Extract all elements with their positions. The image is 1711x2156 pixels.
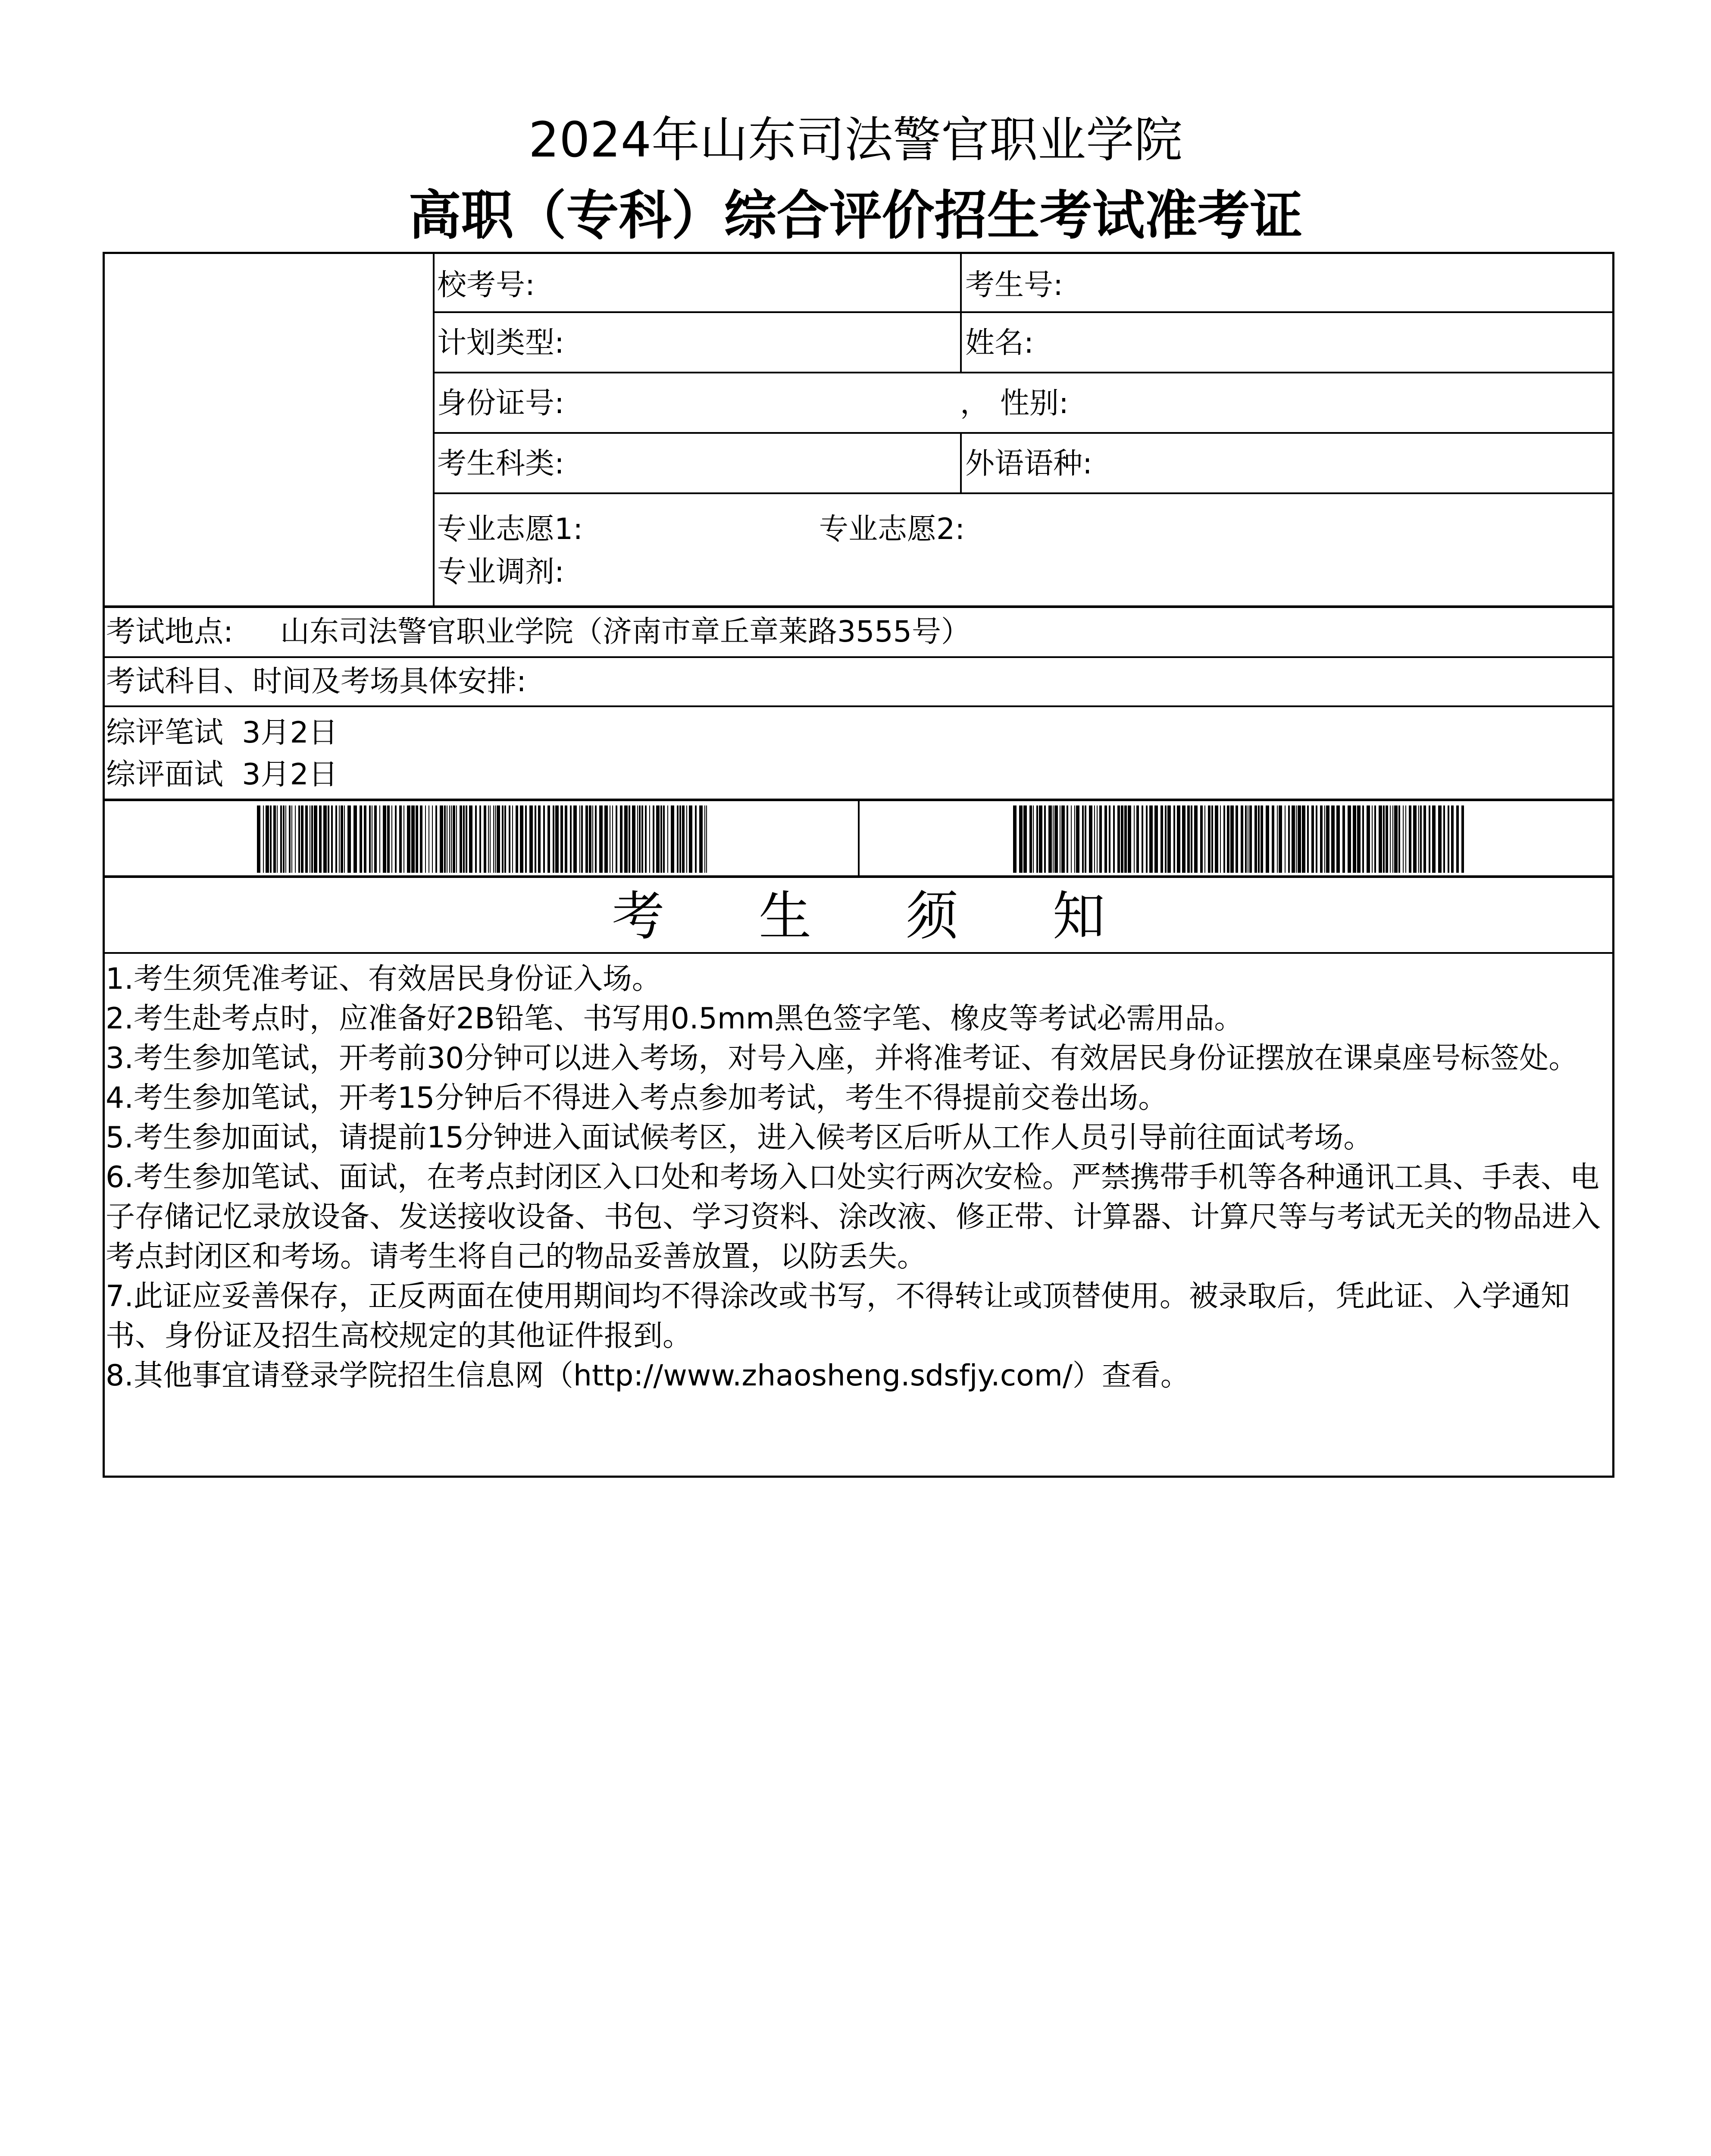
barcode-bar	[420, 805, 422, 873]
barcode-bar	[266, 805, 269, 873]
barcode-bar	[1367, 805, 1370, 873]
barcode-bar	[1134, 805, 1135, 873]
barcode-bar	[570, 805, 572, 873]
barcode-bar	[581, 805, 583, 873]
barcode-bar	[456, 805, 457, 873]
barcode-bar	[1094, 805, 1095, 873]
barcode-bar	[632, 805, 635, 873]
notice-heading	[103, 882, 1614, 951]
barcode-bar	[1456, 805, 1459, 873]
barcode-bar	[624, 805, 628, 873]
barcode-bar	[1117, 805, 1120, 873]
barcode-bar	[520, 805, 523, 873]
barcode-bar	[1230, 805, 1234, 873]
barcode-bar	[1191, 805, 1192, 873]
exam-location-label: 考试地点:	[106, 615, 233, 649]
barcode-bar	[1292, 805, 1295, 873]
barcode-bar	[1398, 805, 1400, 873]
barcode-bar	[1390, 805, 1391, 873]
barcode-bar	[1071, 805, 1072, 873]
barcode-bar	[411, 805, 415, 873]
exam-schedule-label: 考试科目、时间及考场具体安排:	[106, 664, 526, 699]
barcode-bar	[1432, 805, 1436, 873]
barcode-bar	[270, 805, 272, 873]
barcode-bar	[1177, 805, 1180, 873]
barcode-bar	[387, 805, 390, 873]
barcode-bar	[1173, 805, 1175, 873]
barcode-bar	[529, 805, 533, 873]
barcode-bar	[460, 805, 462, 873]
barcode-bar	[565, 805, 567, 873]
barcode-bar	[620, 805, 622, 873]
barcode-bar	[1342, 805, 1345, 873]
notice-heading-char: 生	[759, 886, 812, 947]
barcode-bar	[493, 805, 494, 873]
major-choice-1-label: 专业志愿1:	[437, 512, 583, 546]
barcode-bar	[1357, 805, 1361, 873]
barcode-bar	[1261, 805, 1263, 873]
barcode-bar	[656, 805, 660, 873]
notice-rule: 2.考生赴考点时，应准备好2B铅笔、书写用0.5mm黑色签字笔、橡皮等考试必需用品。	[106, 1002, 1244, 1036]
barcode-bar	[444, 805, 446, 873]
barcode-left	[257, 805, 710, 873]
barcode-bar	[1298, 805, 1301, 873]
barcode-bar	[435, 805, 437, 873]
notice-rule: 7.此证应妥善保存，正反两面在使用期间均不得涂改或书写，不得转让或顶替使用。被录取后，凭此证、入学通知书、身份证及招生高校规定的其他证件报到。	[106, 1279, 1570, 1353]
barcode-bar	[1124, 805, 1127, 873]
barcode-bar	[1223, 805, 1225, 873]
barcode-bar	[1266, 805, 1269, 873]
barcode-bar	[451, 805, 452, 873]
barcode-bar	[323, 805, 327, 873]
barcode-bar	[1160, 805, 1163, 873]
barcode-bar	[592, 805, 593, 873]
barcode-bar	[1211, 805, 1213, 873]
barcode-bar	[1053, 805, 1054, 873]
barcode-bar	[1054, 805, 1058, 873]
barcode-bar	[1082, 805, 1084, 873]
title-line-1: 2024年山东司法警官职业学院	[528, 112, 1183, 168]
barcode-bar	[495, 805, 496, 873]
barcode-bar	[695, 805, 697, 873]
barcode-bar	[1142, 805, 1143, 873]
barcode-bar	[432, 805, 433, 873]
barcode-bar	[1254, 805, 1257, 873]
barcode-bar	[1423, 805, 1426, 873]
barcode-bar	[1324, 805, 1325, 873]
barcode-bar	[1067, 805, 1068, 873]
barcode-bar	[1331, 805, 1335, 873]
barcode-bar	[1320, 805, 1323, 873]
barcode-bar	[1149, 805, 1153, 873]
barcode-bar	[289, 805, 291, 873]
barcode-bar	[1208, 805, 1211, 873]
barcode-bar	[295, 805, 296, 873]
barcode-bar	[1409, 805, 1411, 873]
barcode-bar	[1227, 805, 1229, 873]
notice-rule: 4.考生参加笔试，开考15分钟后不得进入考点参加考试，考生不得提前交卷出场。	[106, 1081, 1168, 1115]
barcode-bar	[1420, 805, 1422, 873]
barcode-bar	[599, 805, 603, 873]
barcode-bar	[1023, 805, 1027, 873]
barcode-bar	[1249, 805, 1252, 873]
barcode-bar	[1326, 805, 1329, 873]
barcode-bar	[1039, 805, 1042, 873]
barcode-bar	[407, 805, 410, 873]
barcode-bar	[1113, 805, 1115, 873]
notice-rule: 1.考生须凭准考证、有效居民身份证入场。	[106, 962, 661, 996]
barcode-bar	[1089, 805, 1092, 873]
barcode-bar	[1296, 805, 1297, 873]
barcode-bar	[1194, 805, 1198, 873]
barcode-bar	[463, 805, 465, 873]
barcode-bar	[1061, 805, 1065, 873]
barcode-bar	[639, 805, 641, 873]
barcode-bar	[1362, 805, 1364, 873]
barcode-bar	[1285, 805, 1286, 873]
barcode-bar	[285, 805, 286, 873]
id-no-label: 身份证号:	[437, 386, 564, 420]
barcode-bar	[1121, 805, 1123, 873]
barcode-bar	[653, 805, 654, 873]
barcode-bar	[641, 805, 643, 873]
barcode-bar	[1099, 805, 1102, 873]
barcode-bar	[682, 805, 685, 873]
barcode-bar	[1104, 805, 1107, 873]
major-adjust-label: 专业调剂:	[437, 555, 564, 589]
barcode-bar	[353, 805, 357, 873]
barcode-bar	[547, 805, 550, 873]
barcode-bar	[1029, 805, 1032, 873]
barcode-bar	[331, 805, 333, 873]
notice-rule: 8.其他事宜请登录学院招生信息网（http://www.zhaosheng.sdsfjy.com/）查看。	[106, 1359, 1190, 1393]
barcode-bar	[1167, 805, 1171, 873]
barcode-bar	[1187, 805, 1190, 873]
barcode-bar	[1220, 805, 1221, 873]
barcode-bar	[686, 805, 687, 873]
barcode-bar	[1044, 805, 1046, 873]
barcode-bar	[504, 805, 506, 873]
barcode-bar	[612, 805, 613, 873]
barcode-bar	[339, 805, 340, 873]
barcode-bar	[280, 805, 282, 873]
barcode-bar	[649, 805, 650, 873]
barcode-bar	[704, 805, 705, 873]
barcode-bar	[273, 805, 276, 873]
barcode-bar	[1074, 805, 1075, 873]
barcode-bar	[425, 805, 426, 873]
barcode-bar	[475, 805, 477, 873]
barcode-bar	[560, 805, 563, 873]
barcode-bar	[449, 805, 450, 873]
notice-heading-char: 考	[612, 886, 665, 947]
barcode-bar	[538, 805, 541, 873]
barcode-bar	[488, 805, 489, 873]
barcode-bar	[1405, 805, 1406, 873]
barcode-bar	[677, 805, 679, 873]
barcode-bar	[1076, 805, 1079, 873]
barcode-bar	[1245, 805, 1247, 873]
notice-rules-list	[106, 959, 1602, 1396]
barcode-right	[1013, 805, 1466, 873]
barcode-bar	[1277, 805, 1278, 873]
barcode-bar	[416, 805, 418, 873]
barcode-bar	[347, 805, 351, 873]
barcode-bar	[629, 805, 630, 873]
barcode-bar	[1311, 805, 1314, 873]
barcode-bar	[555, 805, 559, 873]
barcode-bar	[595, 805, 597, 873]
exam-location-value: 山东司法警官职业学院（济南市章丘章莱路3555号）	[280, 615, 971, 649]
barcode-bar	[453, 805, 455, 873]
written-test-date: 综评笔试 3月2日	[106, 716, 338, 750]
barcode-bar	[379, 805, 380, 873]
category-label: 考生科类:	[437, 447, 564, 481]
barcode-bar	[1443, 805, 1445, 873]
barcode-bar	[660, 805, 662, 873]
barcode-bar	[1374, 805, 1376, 873]
barcode-bar	[1353, 805, 1356, 873]
barcode-bar	[301, 805, 303, 873]
barcode-bar	[699, 805, 703, 873]
barcode-bar	[490, 805, 491, 873]
barcode-bar	[1348, 805, 1351, 873]
foreign-language-label: 外语语种:	[965, 447, 1092, 481]
interview-date: 综评面试 3月2日	[106, 758, 338, 792]
notice-heading-char: 须	[905, 886, 958, 947]
barcode-bar	[1204, 805, 1205, 873]
barcode-bar	[671, 805, 674, 873]
barcode-bar	[1316, 805, 1317, 873]
barcode-bar	[1154, 805, 1158, 873]
photo-area	[105, 254, 433, 605]
barcode-bar	[440, 805, 443, 873]
barcode-bar	[573, 805, 577, 873]
barcode-bar	[341, 805, 343, 873]
barcode-bar	[391, 805, 392, 873]
barcode-bar	[512, 805, 513, 873]
barcode-bar	[328, 805, 329, 873]
barcode-bar	[616, 805, 617, 873]
barcode-bar	[1109, 805, 1110, 873]
barcode-bar	[1128, 805, 1131, 873]
school-exam-no-label: 校考号:	[437, 268, 535, 302]
barcode-bar	[263, 805, 264, 873]
barcode-bar	[645, 805, 647, 873]
barcode-bar	[1097, 805, 1098, 873]
barcode-bar	[543, 805, 545, 873]
barcode-bar	[319, 805, 322, 873]
barcode-bar	[1258, 805, 1260, 873]
barcode-bar	[399, 805, 402, 873]
barcode-bar	[1200, 805, 1203, 873]
barcode-bar	[374, 805, 377, 873]
notice-rule: 3.考生参加笔试，开考前30分钟可以进入考场，对号入座，并将准考证、有效居民身份证摆放在课桌座号标签处。	[106, 1041, 1578, 1075]
barcode-bar	[466, 805, 467, 873]
barcode-bar	[277, 805, 278, 873]
barcode-bar	[1413, 805, 1417, 873]
barcode-bar	[689, 805, 692, 873]
barcode-bar	[579, 805, 580, 873]
barcode-bar	[298, 805, 300, 873]
barcode-bar	[335, 805, 337, 873]
name-label: 姓名:	[965, 326, 1034, 360]
barcode-bar	[1215, 805, 1218, 873]
barcode-bar	[1392, 805, 1393, 873]
barcode-bar	[516, 805, 518, 873]
barcode-bar	[283, 805, 285, 873]
notice-rule: 5.考生参加面试，请提前15分钟进入面试候考区，进入候考区后听从工作人员引导前往面试考场。	[106, 1121, 1373, 1155]
barcode-bar	[484, 805, 486, 873]
barcode-bar	[1448, 805, 1449, 873]
barcode-bar	[1372, 805, 1373, 873]
barcode-bar	[509, 805, 510, 873]
barcode-bar	[479, 805, 481, 873]
barcode-bar	[589, 805, 591, 873]
barcode-bar	[1288, 805, 1290, 873]
barcode-bar	[305, 805, 308, 873]
barcode-bar	[637, 805, 638, 873]
gender-separator: ，	[960, 386, 990, 420]
barcode-bar	[1019, 805, 1023, 873]
barcode-bar	[1429, 805, 1430, 873]
barcode-bar	[1394, 805, 1398, 873]
barcode-bar	[291, 805, 292, 873]
barcode-bar	[1418, 805, 1419, 873]
barcode-bar	[360, 805, 362, 873]
barcode-bar	[1307, 805, 1309, 873]
major-choice-2-label: 专业志愿2:	[819, 512, 965, 546]
barcode-bar	[1272, 805, 1274, 873]
barcode-bar	[257, 805, 260, 873]
barcode-bar	[469, 805, 472, 873]
barcode-bar	[497, 805, 500, 873]
barcode-bar	[1165, 805, 1167, 873]
barcode-bar	[502, 805, 504, 873]
barcode-bar	[311, 805, 313, 873]
barcode-bar	[1379, 805, 1382, 873]
barcode-bar	[1136, 805, 1139, 873]
barcode-bar	[553, 805, 554, 873]
barcode-bar	[1146, 805, 1148, 873]
barcode-bar	[1279, 805, 1282, 873]
barcode-bar	[1241, 805, 1243, 873]
barcode-bar	[369, 805, 371, 873]
plan-type-label: 计划类型:	[437, 326, 564, 360]
barcode-bar	[1236, 805, 1238, 873]
barcode-bar	[344, 805, 345, 873]
barcode-bar	[535, 805, 536, 873]
barcode-bar	[364, 805, 366, 873]
barcode-bar	[1013, 805, 1017, 873]
notice-heading-char: 知	[1052, 886, 1105, 947]
barcode-bar	[395, 805, 397, 873]
barcode-bar	[585, 805, 588, 873]
barcode-bar	[525, 805, 527, 873]
candidate-no-label: 考生号:	[965, 268, 1063, 302]
barcode-bar	[1451, 805, 1454, 873]
barcode-bar	[1461, 805, 1464, 873]
barcode-bar	[679, 805, 681, 873]
barcode-bar	[1383, 805, 1385, 873]
barcode-bar	[663, 805, 665, 873]
gender-label: 性别:	[1000, 386, 1069, 420]
barcode-bar	[1386, 805, 1388, 873]
barcode-bar	[1033, 805, 1034, 873]
barcode-bar	[706, 805, 707, 873]
barcode-bar	[1438, 805, 1442, 873]
notice-rule: 6.考生参加笔试、面试，在考点封闭区入口处和考场入口处实行两次安检。严禁携带手机等各种通讯工具、手表、电子存储记忆录放设备、发送接收设备、书包、学习资料、涂改液、修正带、计算器、计算尺等与考试无关的物品进入考点封闭区和考场。请考生将自己的物品妥善放置，以防丢失。	[106, 1160, 1601, 1274]
barcode-bar	[1036, 805, 1038, 873]
barcode-bar	[667, 805, 668, 873]
barcode-bar	[1085, 805, 1086, 873]
barcode-bar	[1182, 805, 1186, 873]
barcode-bar	[383, 805, 386, 873]
barcode-bar	[1403, 805, 1404, 873]
barcode-bar	[604, 805, 608, 873]
barcode-bar	[1302, 805, 1305, 873]
barcode-bar	[1336, 805, 1340, 873]
barcode-bar	[1048, 805, 1052, 873]
barcode-bar	[314, 805, 317, 873]
title-line-2: 高职（专科）综合评价招生考试准考证	[408, 185, 1303, 246]
